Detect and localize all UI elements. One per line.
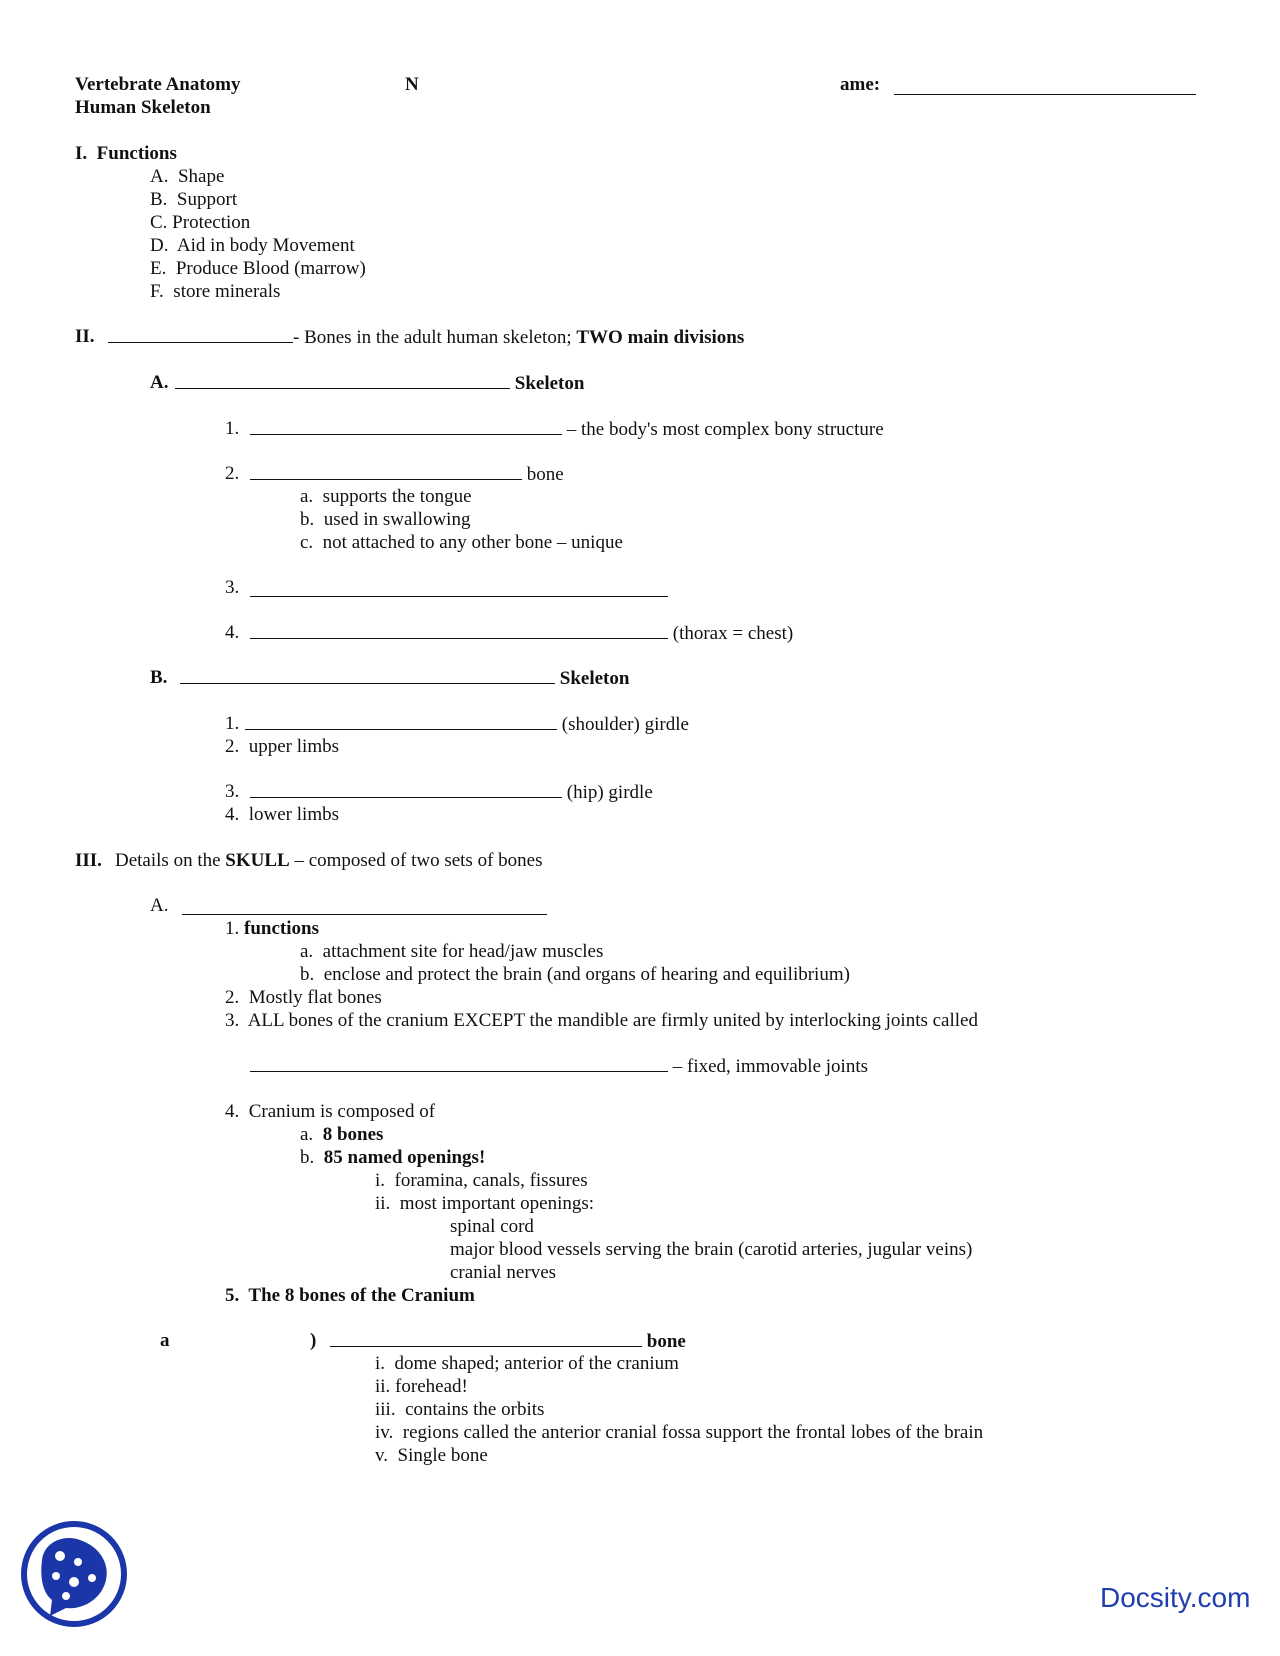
div-a-item4 (250, 622, 793, 645)
div-b-item2: 2. upper limbs (225, 736, 339, 757)
section-3-pre: Details on the (115, 850, 226, 871)
bone-a-paren: ) (310, 1330, 317, 1351)
cranium-blank[interactable] (182, 898, 547, 915)
div-b-item1 (245, 713, 689, 736)
frontal-blank[interactable] (330, 1330, 642, 1347)
sutures-line (250, 1055, 868, 1078)
div-a-item2-num: 2. (225, 463, 240, 484)
item4b (300, 1147, 485, 1169)
div-a-blank[interactable] (175, 372, 510, 389)
section-2-bold: TWO main divisions (576, 327, 745, 348)
name-label-n: N (405, 74, 419, 95)
sutures-text: – fixed, immovable joints (672, 1056, 869, 1077)
div-a-title: Skeleton (514, 373, 585, 394)
section-2-text: - Bones in the adult human skeleton; (293, 327, 577, 348)
div-b-item3-num: 3. (225, 781, 240, 802)
item4b-label: b. (300, 1147, 315, 1168)
div-b-item1-num: 1. (225, 713, 240, 734)
function-item: C. Protection (150, 212, 251, 233)
div-a-item4-num: 4. (225, 622, 240, 643)
functions-line (225, 918, 319, 940)
section-3-line (115, 850, 542, 872)
div-b-item1-text: (shoulder) girdle (561, 714, 689, 735)
skull-blank[interactable] (250, 418, 562, 435)
div-a-item2-text: bone (526, 464, 564, 485)
section-2-line (108, 326, 744, 349)
item4b-ii: ii. most important openings: (375, 1193, 595, 1214)
div-b-line (180, 667, 629, 690)
section-3-post: – composed of two sets of bones (289, 850, 543, 871)
cranium-item2: 2. Mostly flat bones (225, 987, 382, 1008)
hyoid-sub: c. not attached to any other bone – unique (300, 532, 623, 553)
div-a-item4-text: (thorax = chest) (672, 623, 794, 644)
bone-a-sub: iii. contains the orbits (375, 1399, 545, 1420)
function-item: B. Support (150, 189, 238, 210)
hyoid-sub: a. supports the tongue (300, 486, 472, 507)
name-field[interactable] (894, 78, 1196, 95)
item4a (300, 1124, 383, 1146)
div-a-item3-num: 3. (225, 577, 240, 598)
section-1-title: I. Functions (75, 143, 177, 164)
item4a-bold: 8 bones (322, 1124, 384, 1145)
function-sub: b. enclose and protect the brain (and organs of hearing and equilibrium) (300, 964, 850, 985)
section-3-num: III. (75, 850, 102, 871)
bone-a-sub: ii. forehead! (375, 1376, 468, 1397)
cranium-label: A. (150, 895, 169, 916)
opening-item: spinal cord (450, 1216, 534, 1237)
div-a-item1-num: 1. (225, 418, 240, 439)
bone-a-label: a (160, 1330, 170, 1351)
bone-a-sub: i. dome shaped; anterior of the cranium (375, 1353, 679, 1374)
div-b-item3-text: (hip) girdle (566, 782, 653, 803)
div-a-line (175, 372, 584, 395)
docsity-brand-link[interactable]: Docsity.com (1100, 1582, 1251, 1613)
div-b-title: Skeleton (559, 668, 630, 689)
item4b-i: i. foramina, canals, fissures (375, 1170, 588, 1191)
section-2-num: II. (75, 326, 95, 347)
bone-a-line (330, 1330, 686, 1353)
functions-title: functions (244, 918, 319, 939)
thoracic-blank[interactable] (250, 622, 668, 639)
section-3-bold: SKULL (225, 850, 290, 871)
pelvic-blank[interactable] (250, 781, 562, 798)
div-a-item1-text: – the body's most complex bony structure (566, 419, 884, 440)
div-a-item2 (250, 463, 564, 486)
functions-num: 1. (225, 918, 240, 939)
div-b-item4: 4. lower limbs (225, 804, 339, 825)
hyoid-blank[interactable] (250, 463, 522, 480)
cranium-item3: 3. ALL bones of the cranium EXCEPT the mandible are firmly united by interlocking joints called (225, 1010, 978, 1031)
cranium-item4: 4. Cranium is composed of (225, 1101, 436, 1122)
bone-count-blank[interactable] (108, 326, 293, 343)
vertebral-blank[interactable] (250, 580, 668, 597)
div-b-item3 (250, 781, 653, 804)
cranium-item5: 5. The 8 bones of the Cranium (225, 1285, 475, 1306)
item4b-bold: 85 named openings! (323, 1147, 486, 1168)
div-b-label: B. (150, 667, 168, 688)
hyoid-sub: b. used in swallowing (300, 509, 471, 530)
pectoral-blank[interactable] (245, 713, 557, 730)
div-b-blank[interactable] (180, 667, 555, 684)
opening-item: cranial nerves (450, 1262, 557, 1283)
bone-a-sub: v. Single bone (375, 1445, 488, 1466)
div-a-label: A. (150, 372, 169, 393)
name-label: ame: (840, 74, 881, 95)
function-item: E. Produce Blood (marrow) (150, 258, 366, 279)
item4a-label: a. (300, 1124, 314, 1145)
docsity-logo-icon (20, 1520, 128, 1628)
sutures-blank[interactable] (250, 1055, 668, 1072)
bone-a-sub: iv. regions called the anterior cranial fossa support the frontal lobes of the brain (375, 1422, 984, 1443)
function-item: A. Shape (150, 166, 225, 187)
bone-a-word: bone (646, 1331, 686, 1352)
div-a-item1 (250, 418, 884, 441)
opening-item: major blood vessels serving the brain (carotid arteries, jugular veins) (450, 1239, 973, 1260)
function-item: D. Aid in body Movement (150, 235, 355, 256)
topic-title: Human Skeleton (75, 97, 211, 118)
function-sub: a. attachment site for head/jaw muscles (300, 941, 604, 962)
course-title: Vertebrate Anatomy (75, 74, 241, 95)
function-item: F. store minerals (150, 281, 281, 302)
